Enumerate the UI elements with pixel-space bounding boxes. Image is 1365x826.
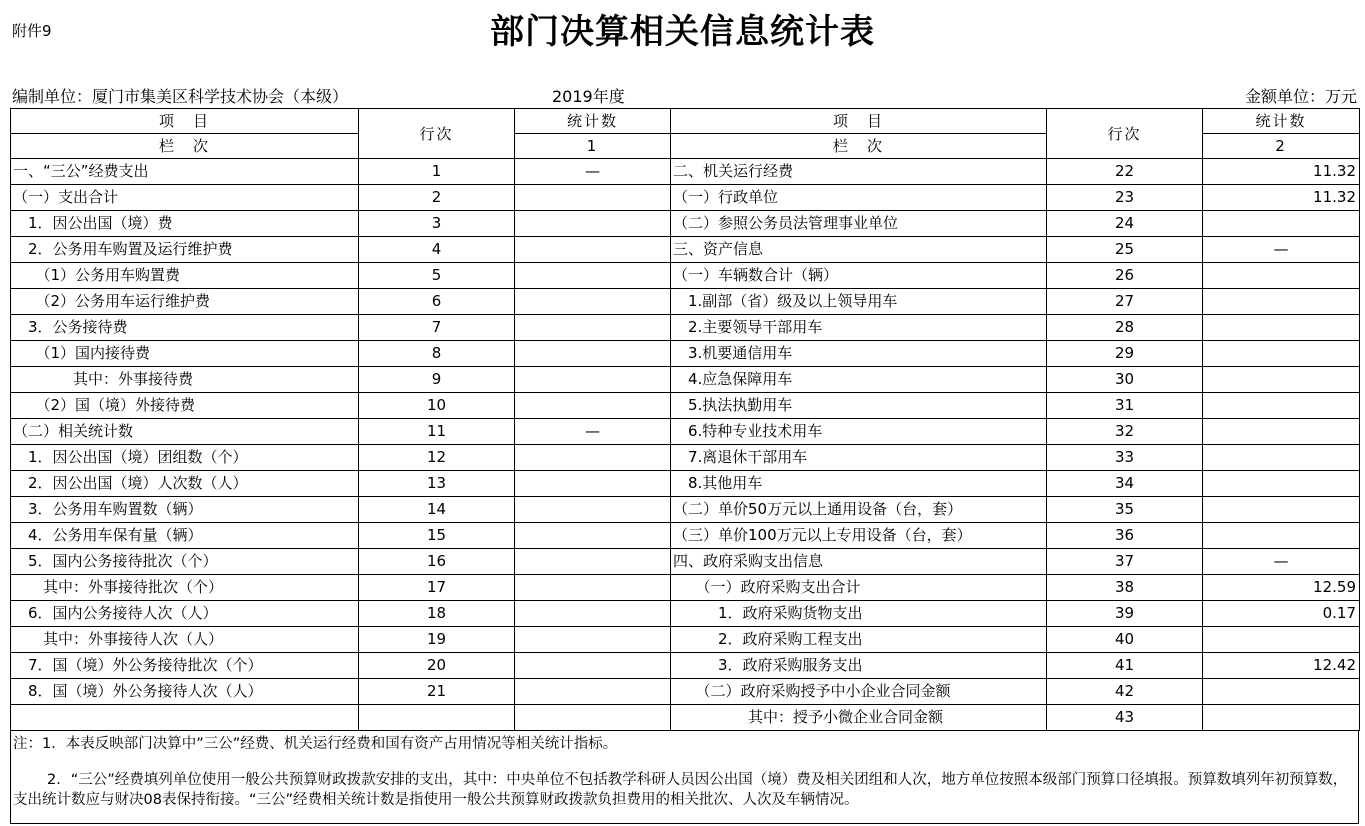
attachment-label: 附件9 [12,22,52,40]
right-value-cell [1203,497,1360,523]
right-value-cell: — [1203,237,1360,263]
right-value-cell [1203,263,1360,289]
right-seq-cell: 43 [1047,705,1203,731]
left-seq-cell [359,705,515,731]
right-seq-cell: 40 [1047,627,1203,653]
left-item-cell: 6．国内公务接待人次（人） [11,601,359,627]
right-item-cell: 8.其他用车 [671,471,1047,497]
table-row [11,497,1360,523]
left-item-cell: 1．因公出国（境）团组数（个） [11,445,359,471]
table-row [11,237,1360,263]
left-value-cell [515,211,671,237]
left-item-cell: 2．公务用车购置及运行维护费 [11,237,359,263]
left-item-cell: 2．因公出国（境）人次数（人） [11,471,359,497]
left-seq-cell: 13 [359,471,515,497]
left-seq-cell: 3 [359,211,515,237]
left-value-cell: — [515,159,671,185]
left-value-cell [515,653,671,679]
left-seq-cell: 2 [359,185,515,211]
right-seq-cell: 36 [1047,523,1203,549]
right-value-cell [1203,419,1360,445]
left-item-cell: （一）支出合计 [11,185,359,211]
table-row [11,523,1360,549]
right-value-cell: 11.32 [1203,159,1360,185]
right-seq-cell: 24 [1047,211,1203,237]
left-seq-cell: 12 [359,445,515,471]
right-item-cell: 二、机关运行经费 [671,159,1047,185]
right-seq-cell: 34 [1047,471,1203,497]
left-seq-cell: 9 [359,367,515,393]
left-seq-cell: 16 [359,549,515,575]
left-seq-cell: 14 [359,497,515,523]
right-value-cell: 0.17 [1203,601,1360,627]
left-seq-cell: 4 [359,237,515,263]
right-item-cell: 三、资产信息 [671,237,1047,263]
table-row [11,549,1360,575]
left-item-cell: 8．国（境）外公务接待人次（人） [11,679,359,705]
right-value-cell [1203,523,1360,549]
left-item-cell: 其中：外事接待批次（个） [11,575,359,601]
note-2: 2．“三公”经费填列单位使用一般公共预算财政拨款安排的支出，其中：中央单位不包括教学科研人员因公出国（境）费及相关团组和人次，地方单位按照本级部门预算口径填报。预算数填列年初预算数，支出统计数应与财决08表保持衔接。“三公”经费相关统计数是指使用一般公共预算财政拨款负担费用的相关批次、人次及车辆情况。 [13,772,1348,808]
left-value-cell [515,315,671,341]
right-item-cell: 2.主要领导干部用车 [671,315,1047,341]
right-item-cell: 5.执法执勤用车 [671,393,1047,419]
left-value-cell [515,705,671,731]
right-seq-cell: 42 [1047,679,1203,705]
right-seq-cell: 38 [1047,575,1203,601]
right-value-cell [1203,211,1360,237]
right-item-cell: 6.特种专业技术用车 [671,419,1047,445]
right-value-cell [1203,445,1360,471]
right-value-cell [1203,315,1360,341]
left-item-cell: 4．公务用车保有量（辆） [11,523,359,549]
header-col-no-right: 2 [1203,134,1360,159]
right-value-cell [1203,341,1360,367]
right-seq-cell: 27 [1047,289,1203,315]
right-seq-cell: 33 [1047,445,1203,471]
header-stat-left: 统计数 [515,109,671,134]
left-value-cell [515,237,671,263]
right-item-cell: 1.副部（省）级及以上领导用车 [671,289,1047,315]
right-value-cell [1203,679,1360,705]
left-value-cell [515,549,671,575]
left-item-cell: （二）相关统计数 [11,419,359,445]
left-seq-cell: 6 [359,289,515,315]
left-seq-cell: 18 [359,601,515,627]
table-row [11,315,1360,341]
left-value-cell [515,497,671,523]
right-item-cell: （一）行政单位 [671,185,1047,211]
right-value-cell: 12.59 [1203,575,1360,601]
header-col-right: 栏 次 [671,134,1047,159]
right-seq-cell: 30 [1047,367,1203,393]
left-value-cell: — [515,419,671,445]
left-value-cell [515,445,671,471]
left-item-cell: （2）国（境）外接待费 [11,393,359,419]
left-value-cell [515,575,671,601]
left-value-cell [515,523,671,549]
left-item-cell: （1）公务用车购置费 [11,263,359,289]
left-seq-cell: 20 [359,653,515,679]
right-item-cell: （一）政府采购支出合计 [671,575,1047,601]
table-row [11,159,1360,185]
table-row [11,445,1360,471]
left-seq-cell: 8 [359,341,515,367]
table-row [11,679,1360,705]
right-value-cell [1203,393,1360,419]
left-item-cell: 1．因公出国（境）费 [11,211,359,237]
table-row [11,185,1360,211]
left-value-cell [515,601,671,627]
table-row [11,393,1360,419]
left-item-cell: 3．公务接待费 [11,315,359,341]
table-row [11,419,1360,445]
left-value-cell [515,679,671,705]
right-item-cell: 3.机要通信用车 [671,341,1047,367]
org-label: 编制单位：厦门市集美区科学技术协会（本级） [12,87,349,106]
page-title: 部门决算相关信息统计表 [490,12,875,52]
right-value-cell: 11.32 [1203,185,1360,211]
right-item-cell: 3．政府采购服务支出 [671,653,1047,679]
right-value-cell [1203,471,1360,497]
left-seq-cell: 17 [359,575,515,601]
left-seq-cell: 7 [359,315,515,341]
right-item-cell: 其中：授予小微企业合同金额 [671,705,1047,731]
notes [10,730,1359,824]
right-value-cell: — [1203,549,1360,575]
left-seq-cell: 5 [359,263,515,289]
table-row [11,289,1360,315]
left-seq-cell: 11 [359,419,515,445]
left-item-cell: 一、“三公”经费支出 [11,159,359,185]
left-seq-cell: 15 [359,523,515,549]
header-seq-left: 行次 [359,109,515,159]
table-row [11,341,1360,367]
right-value-cell: 12.42 [1203,653,1360,679]
right-item-cell: （三）单价100万元以上专用设备（台，套） [671,523,1047,549]
left-item-cell: 其中：外事接待人次（人） [11,627,359,653]
left-item-cell: 其中：外事接待费 [11,367,359,393]
left-value-cell [515,367,671,393]
left-seq-cell: 10 [359,393,515,419]
left-item-cell: （2）公务用车运行维护费 [11,289,359,315]
right-seq-cell: 22 [1047,159,1203,185]
header-item-right: 项 目 [671,109,1047,134]
right-seq-cell: 28 [1047,315,1203,341]
header-col-left: 栏 次 [11,134,359,159]
table-row [11,601,1360,627]
right-item-cell: 1．政府采购货物支出 [671,601,1047,627]
year-label: 2019年度 [552,87,625,106]
left-value-cell [515,341,671,367]
left-value-cell [515,185,671,211]
right-value-cell [1203,367,1360,393]
left-item-cell: （1）国内接待费 [11,341,359,367]
right-item-cell: 2．政府采购工程支出 [671,627,1047,653]
stat-table [10,108,1360,731]
left-item-cell: 5．国内公务接待批次（个） [11,549,359,575]
left-item-cell: 3．公务用车购置数（辆） [11,497,359,523]
right-item-cell: 四、政府采购支出信息 [671,549,1047,575]
right-seq-cell: 25 [1047,237,1203,263]
right-item-cell: 4.应急保障用车 [671,367,1047,393]
note-1: 注：1．本表反映部门决算中”三公”经费、机关运行经费和国有资产占用情况等相关统计指标。 [13,736,618,752]
table-row [11,705,1360,731]
right-seq-cell: 23 [1047,185,1203,211]
right-seq-cell: 26 [1047,263,1203,289]
right-value-cell [1203,289,1360,315]
left-value-cell [515,393,671,419]
right-value-cell [1203,705,1360,731]
left-value-cell [515,471,671,497]
left-seq-cell: 21 [359,679,515,705]
left-value-cell [515,263,671,289]
right-seq-cell: 39 [1047,601,1203,627]
table-row [11,367,1360,393]
left-item-cell [11,705,359,731]
right-seq-cell: 31 [1047,393,1203,419]
right-item-cell: 7.离退休干部用车 [671,445,1047,471]
left-item-cell: 7．国（境）外公务接待批次（个） [11,653,359,679]
table-row [11,575,1360,601]
left-value-cell [515,289,671,315]
table-row [11,211,1360,237]
left-seq-cell: 19 [359,627,515,653]
right-seq-cell: 41 [1047,653,1203,679]
header-stat-right: 统计数 [1203,109,1360,134]
right-value-cell [1203,627,1360,653]
right-seq-cell: 32 [1047,419,1203,445]
right-item-cell: （一）车辆数合计（辆） [671,263,1047,289]
table-row [11,263,1360,289]
unit-label: 金额单位：万元 [1244,87,1357,106]
right-item-cell: （二）单价50万元以上通用设备（台，套） [671,497,1047,523]
header-col-no-left: 1 [515,134,671,159]
right-seq-cell: 35 [1047,497,1203,523]
header-seq-right: 行次 [1047,109,1203,159]
right-item-cell: （二）政府采购授予中小企业合同金额 [671,679,1047,705]
right-item-cell: （二）参照公务员法管理事业单位 [671,211,1047,237]
left-seq-cell: 1 [359,159,515,185]
table-row [11,653,1360,679]
right-seq-cell: 29 [1047,341,1203,367]
table-row [11,471,1360,497]
right-seq-cell: 37 [1047,549,1203,575]
table-row [11,627,1360,653]
left-value-cell [515,627,671,653]
header-item-left: 项 目 [11,109,359,134]
